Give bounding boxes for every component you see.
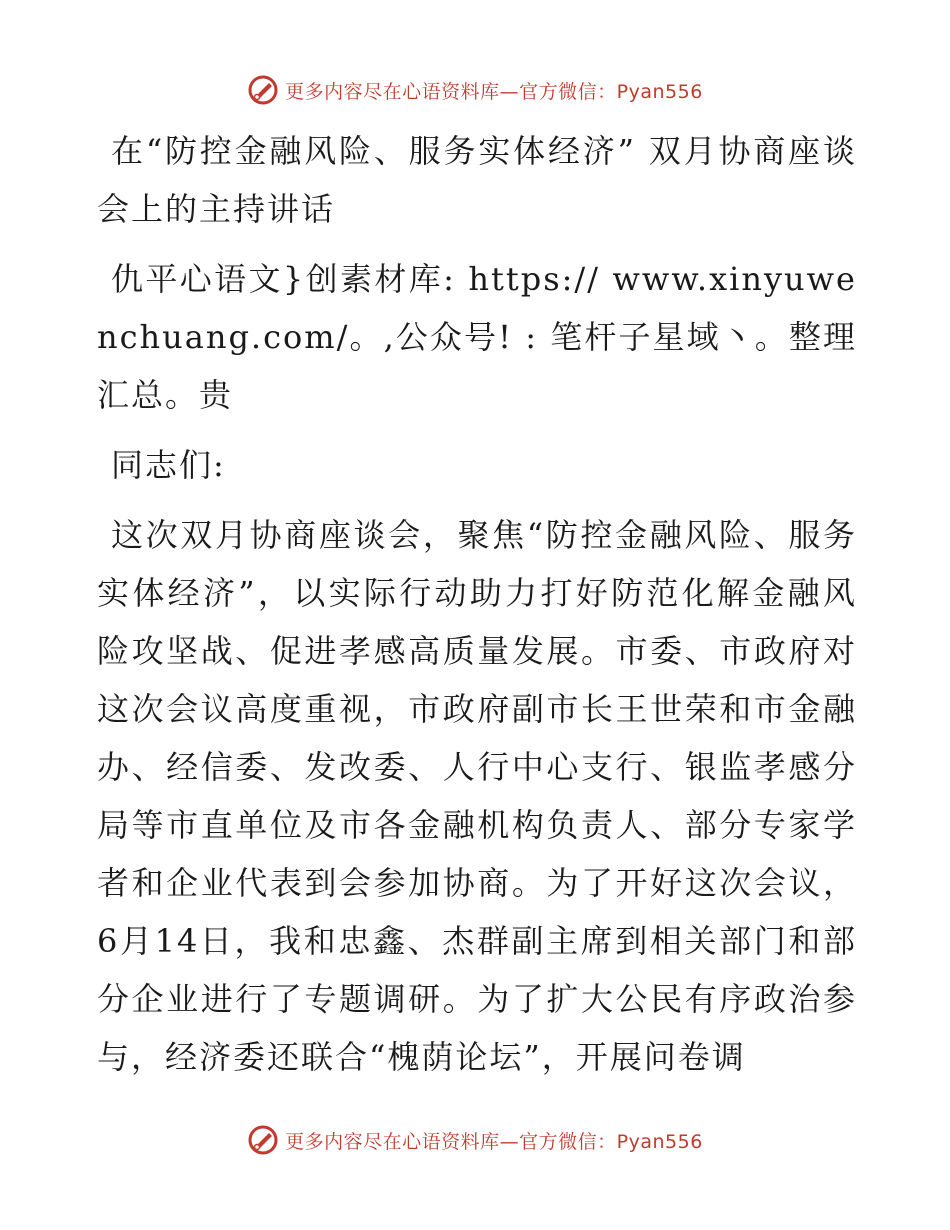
body-paragraph: 这次双月协商座谈会，聚焦“防控金融风险、服务实体经济”，以实际行动助力打好防范化解金融风险攻坚战、促进孝感高质量发展。市委、市政府对这次会议高度重视，市政府副市长王世荣和市金融办、经信委、发改委、人行中心支行、银监孝感分局等市直单位及市各金融机构负责人、部分专家学者和企业代表到会参加协商。为了开好这次会议，6月14日，我和忠鑫、杰群副主席到相关部门和部分企业进行了专题调研。为了扩大公民有序政治参与，经济委还联合“槐荫论坛”，开展问卷调 — [97, 516, 857, 1076]
header-banner — [0, 70, 950, 110]
footer-banner — [0, 1120, 950, 1160]
document-body — [97, 122, 857, 1086]
source-note: 仇平心语文}创素材库: https:// www.xinyuwenchuang.com/。,公众号! : 笔杆子星域丶。整理汇总。贵 — [97, 260, 857, 414]
wechat-id: Pyan556 — [616, 1130, 703, 1153]
banner-label: 更多内容尽在心语资料库—官方微信： — [285, 80, 617, 103]
salutation: 同志们: — [111, 446, 226, 484]
logo-icon — [247, 74, 279, 106]
banner-label: 更多内容尽在心语资料库—官方微信： — [285, 1130, 617, 1153]
banner-text — [285, 1127, 703, 1154]
banner-text — [285, 77, 703, 104]
logo-icon — [247, 1124, 279, 1156]
wechat-id: Pyan556 — [616, 80, 703, 103]
document-title: 在“防控金融风险、服务实体经济” 双月协商座谈会上的主持讲话 — [97, 132, 857, 228]
